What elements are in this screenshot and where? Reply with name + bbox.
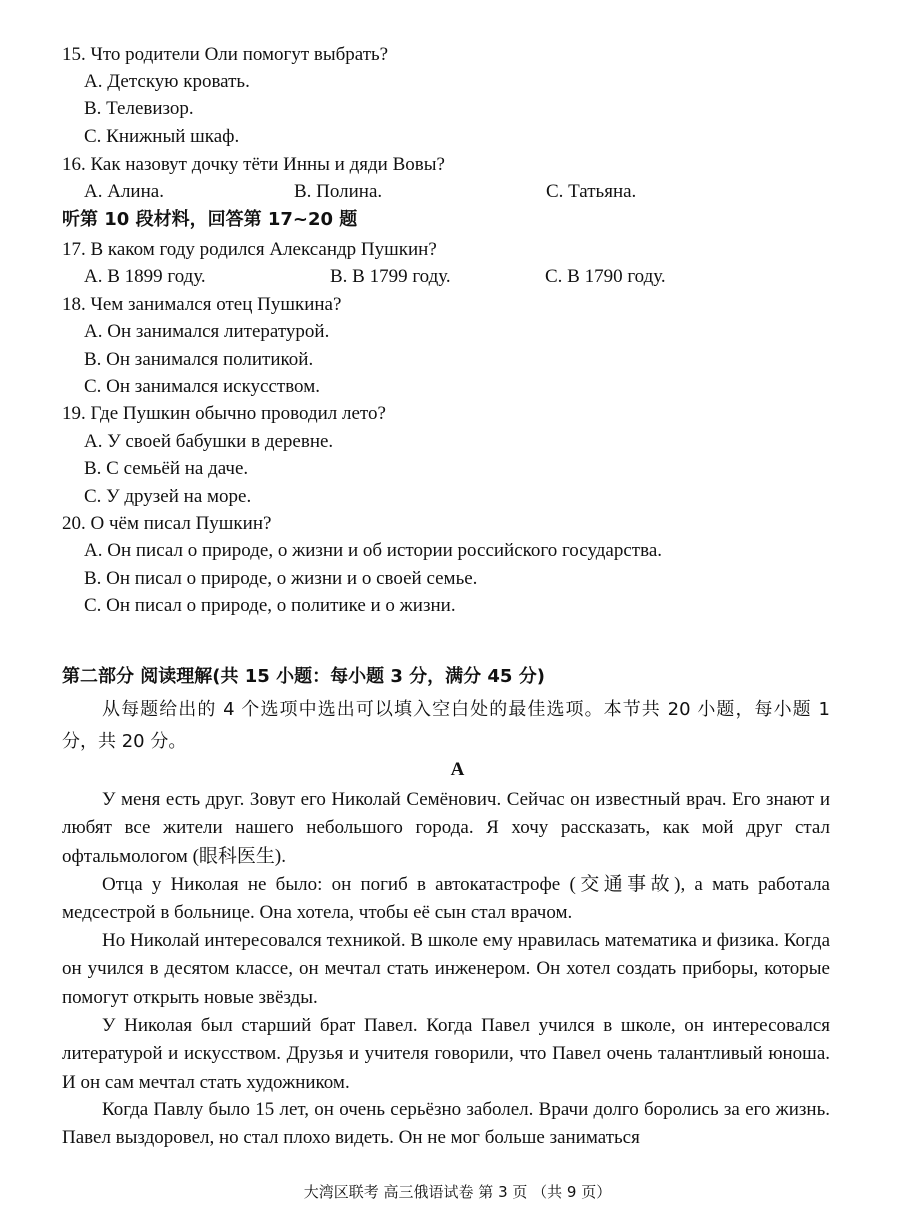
q20-option-c: C. Он писал о природе, о политике и о жизни. [84,595,456,616]
section-heading-10: 听第 10 段材料，回答第 17~20 题 [62,209,358,230]
q16-option-a: A. Алина. [84,181,164,202]
question-19: 19. Где Пушкин обычно проводил лето? [62,403,386,424]
q20-option-a: A. Он писал о природе, о жизни и об истории российского государства. [84,540,663,561]
passage-paragraph-4: У Николая был старший брат Павел. Когда Павел учился в школе, он интересовался литературой и искусством. Друзья и учителя говорили, что Павел очень талантливый юноша. И он сам мечтал стать художником. [62,1015,830,1093]
q17-option-b: B. В 1799 году. [330,266,451,287]
question-17: 17. В каком году родился Александр Пушкин? [62,239,437,260]
page-footer: 大湾区联考 高三俄语试卷 第 3 页 （共 9 页） [303,1183,612,1201]
passage-paragraph-1: У меня есть друг. Зовут его Николай Семёнович. Сейчас он известный врач. Его знают и любят все жители нашего небольшого города. Я хочу рассказать, как мой друг стал офтальмологом (眼科医生). [62,789,830,867]
q16-option-b: B. Полина. [294,181,383,202]
question-16: 16. Как назовут дочку тёти Инны и дяди Вовы? [62,154,445,175]
question-18: 18. Чем занимался отец Пушкина? [62,294,342,315]
passage-label: A [450,759,465,780]
part2-heading: 第二部分 阅读理解(共 15 小题：每小题 3 分，满分 45 分) [62,666,545,687]
q18-option-a: A. Он занимался литературой. [84,321,330,342]
q17-option-a: A. В 1899 году. [84,266,206,287]
q18-option-b: B. Он занимался политикой. [84,349,314,370]
question-20: 20. О чём писал Пушкин? [62,513,272,534]
q18-option-c: C. Он занимался искусством. [84,376,320,397]
q19-option-a: A. У своей бабушки в деревне. [84,431,334,452]
passage-paragraph-3: Но Николай интересовался техникой. В школе ему нравилась математика и физика. Когда он учился в десятом классе, он мечтал стать инженером. Он хотел создать приборы, которые помогут открыть новые звёзды. [62,930,830,1008]
q16-option-c: C. Татьяна. [546,181,637,202]
q15-option-b: B. Телевизор. [84,98,194,119]
q19-option-c: C. У друзей на море. [84,486,252,507]
question-15: 15. Что родители Оли помогут выбрать? [62,44,389,65]
q19-option-b: B. С семьёй на даче. [84,458,249,479]
part2-instruction: 从每题给出的 4 个选项中选出可以填入空白处的最佳选项。本节共 20 小题，每小题 1 分，共 20 分。 [62,699,830,752]
passage-paragraph-5: Когда Павлу было 15 лет, он очень серьёзно заболел. Врачи долго боролись за его жизнь. Павел выздоровел, но стал плохо видеть. Он не мог больше заниматься [62,1099,830,1149]
q15-option-c: C. Книжный шкаф. [84,126,240,147]
passage-paragraph-2: Отца у Николая не было: он погиб в автокатастрофе (交通事故), а мать работала медсестрой в больнице. Она хотела, чтобы её сын стал врачом. [62,874,830,924]
q20-option-b: B. Он писал о природе, о жизни и о своей семье. [84,568,478,589]
q17-option-c: C. В 1790 году. [545,266,666,287]
q15-option-a: A. Детскую кровать. [84,71,250,92]
